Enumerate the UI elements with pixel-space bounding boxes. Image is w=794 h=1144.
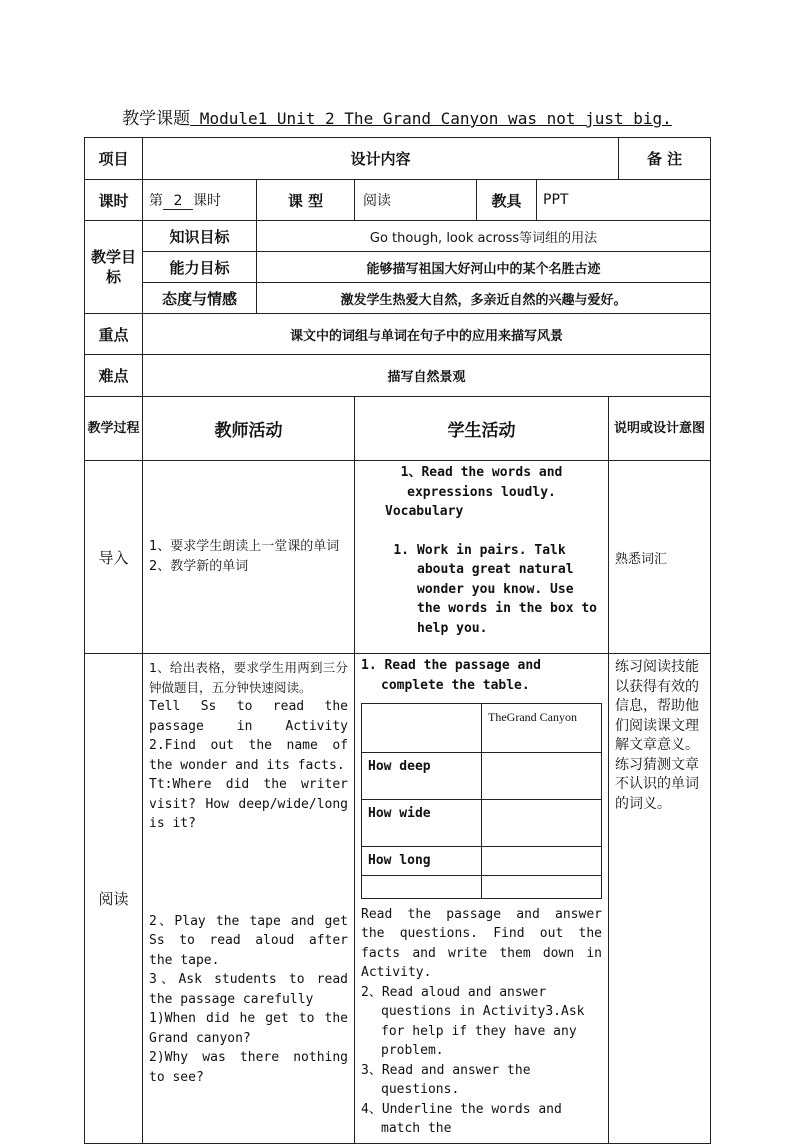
- reading-student-step-5: 4、Underline the words and match the: [361, 1101, 562, 1136]
- difficulty-label: 难点: [85, 355, 143, 397]
- how-wide-answer[interactable]: [482, 800, 602, 847]
- canyon-table-header: TheGrand Canyon: [482, 704, 602, 753]
- knowledge-row: [85, 221, 711, 252]
- reading-teacher-step-2: 2、Play the tape and get Ss to read aloud after the tape.: [149, 913, 348, 968]
- intro-student-step-2: [361, 541, 602, 639]
- ability-value: 能够描写祖国大好河山中的某个名胜古迹: [257, 252, 711, 283]
- how-long-label: How long: [362, 847, 482, 876]
- lesson-number-value: 2: [163, 193, 193, 210]
- reading-student: [355, 654, 609, 1144]
- header-row: [85, 138, 711, 180]
- intro-step-2-number: 1.: [393, 542, 409, 558]
- reading-student-step-1: 1. Read the passage and complete the table.: [361, 658, 542, 693]
- lesson-number-suffix: 课时: [193, 193, 221, 209]
- intro-teacher: [143, 461, 355, 654]
- tools-label: 教具: [477, 180, 537, 221]
- title-prefix: 教学课题: [122, 109, 191, 129]
- title-topic: Module1 Unit 2 The Grand Canyon was not just big.: [190, 109, 672, 128]
- reading-label: 阅读: [85, 654, 143, 1144]
- process-header-row: [85, 397, 711, 461]
- key-point-value: 课文中的词组与单词在句子中的应用来描写风景: [143, 314, 711, 355]
- knowledge-label: 知识目标: [143, 221, 257, 252]
- how-deep-label: How deep: [362, 753, 482, 800]
- reading-question-1: 1)When did he get to the Grand canyon?: [149, 1011, 348, 1046]
- reading-student-step-3: 2、Read aloud and answer questions in Activity3.Ask for help if they have any problem.: [361, 984, 585, 1058]
- purpose-header: 说明或设计意图: [609, 397, 711, 461]
- key-point-label: 重点: [85, 314, 143, 355]
- intro-student-step-1: 1、Read the words and expressions loudly.: [400, 465, 563, 500]
- note-header: 备 注: [619, 138, 711, 180]
- reading-teacher-step-1-en: Tell Ss to read the passage in Activity 2.Find out the name of the wonder and its facts.: [149, 699, 348, 773]
- intro-student: [355, 461, 609, 654]
- content-header: 设计内容: [143, 138, 619, 180]
- lesson-label: 课时: [85, 180, 143, 221]
- intro-row: [85, 461, 711, 654]
- reading-teacher: [143, 654, 355, 1144]
- teacher-activity-header: 教师活动: [143, 397, 355, 461]
- intro-label: 导入: [85, 461, 143, 654]
- student-activity-header: 学生活动: [355, 397, 609, 461]
- tools-value: PPT: [537, 180, 711, 221]
- intro-step-2-text: Work in pairs. Talk abouta great natural wonder you know. Use the words in the box to help you.: [417, 542, 598, 636]
- key-point-row: [85, 314, 711, 355]
- intro-teacher-step-1: 1、要求学生朗读上一堂课的单词: [149, 539, 340, 554]
- intro-purpose: 熟悉词汇: [609, 461, 711, 654]
- table-empty-row: [362, 875, 482, 898]
- how-deep-answer[interactable]: [482, 753, 602, 800]
- lesson-number: [143, 180, 257, 221]
- how-long-answer[interactable]: [482, 847, 602, 876]
- reading-teacher-step-1: 1、给出表格，要求学生用两到三分钟做题目，五分钟快速阅读。: [149, 660, 348, 695]
- type-label: 课 型: [257, 180, 355, 221]
- reading-student-step-2: Read the passage and answer the questions. Find out the facts and write them down in Activity.: [361, 906, 602, 980]
- reading-student-step-4: 3、Read and answer the questions.: [361, 1062, 531, 1097]
- lesson-title: [0, 104, 794, 129]
- difficulty-row: [85, 355, 711, 397]
- difficulty-value: 描写自然景观: [143, 355, 711, 397]
- process-label: 教学过程: [85, 397, 143, 461]
- ability-label: 能力目标: [143, 252, 257, 283]
- goals-label: 教学目标: [85, 221, 143, 314]
- reading-teacher-step-3: 3、Ask students to read the passage carefully: [149, 972, 348, 1007]
- type-value: 阅读: [355, 180, 477, 221]
- reading-purpose: 练习阅读技能以获得有效的信息，帮助他们阅读课文理解文章意义。练习猜测文章不认识的单词的词义。: [609, 654, 711, 1144]
- lesson-row: [85, 180, 711, 221]
- attitude-label: 态度与情感: [143, 283, 257, 314]
- attitude-value: 激发学生热爱大自然，多亲近自然的兴趣与爱好。: [257, 283, 711, 314]
- attitude-row: [85, 283, 711, 314]
- knowledge-value: Go though, look across等词组的用法: [257, 221, 711, 252]
- lesson-plan-table: [84, 137, 711, 1144]
- intro-teacher-step-2: 2、教学新的单词: [149, 559, 249, 574]
- intro-vocabulary: Vocabulary: [385, 504, 464, 519]
- ability-row: [85, 252, 711, 283]
- how-wide-label: How wide: [362, 800, 482, 847]
- reading-row: [85, 654, 711, 1144]
- item-header: 项目: [85, 138, 143, 180]
- reading-question-2: 2)Why was there nothing to see?: [149, 1050, 348, 1085]
- lesson-number-prefix: 第: [149, 193, 163, 209]
- canyon-facts-table: [361, 703, 602, 899]
- reading-teacher-questions: Tt:Where did the writer visit? How deep/wide/long is it?: [149, 777, 348, 831]
